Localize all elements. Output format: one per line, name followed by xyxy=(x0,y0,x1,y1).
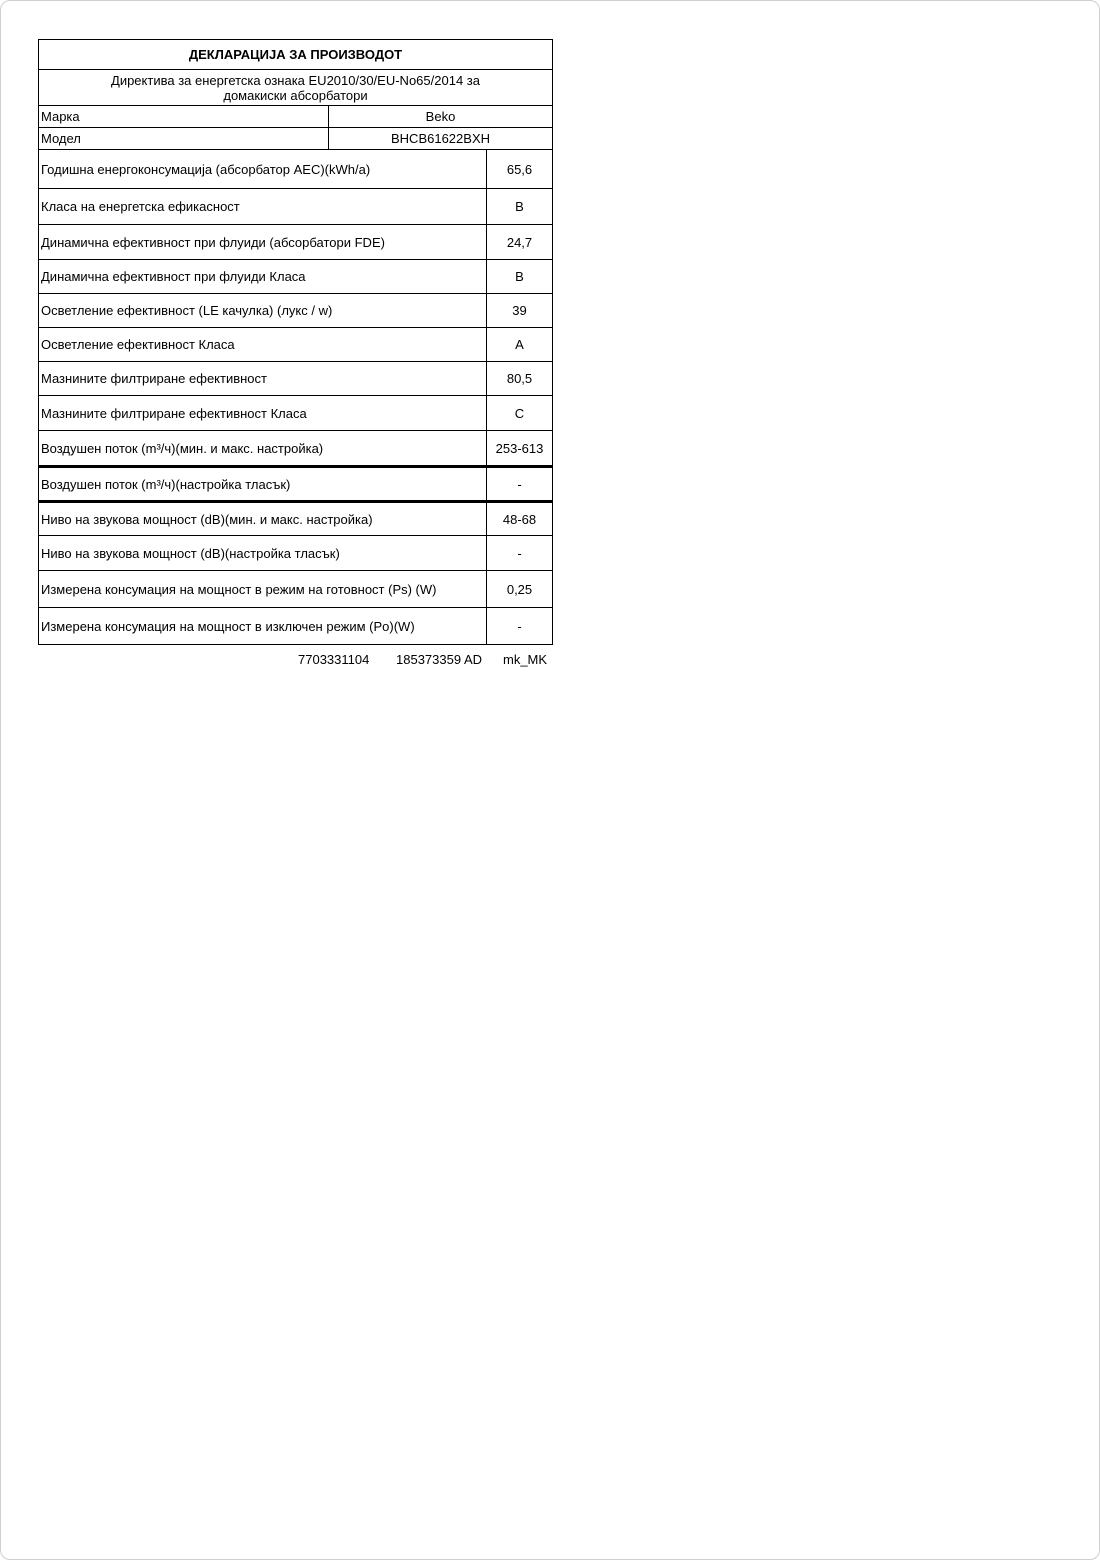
spec-row-aec xyxy=(38,150,553,189)
footer-code-2: 185373359 AD xyxy=(396,652,483,667)
spec-row-airflow xyxy=(38,431,553,466)
spec-value: A xyxy=(515,337,524,352)
spec-row-fde xyxy=(38,225,553,260)
spec-row-energy-class xyxy=(38,189,553,225)
spec-value: 48-68 xyxy=(502,511,537,527)
spec-row-le xyxy=(38,294,553,328)
declaration-table xyxy=(38,39,553,645)
model-label: Модел xyxy=(39,128,329,149)
spec-label: Годишна енергоконсумација (абсорбатор AEC)(kWh/a) xyxy=(39,150,487,188)
spec-value: 65,6 xyxy=(506,161,533,177)
spec-label: Динамична ефективност при флуиди (абсорбатори FDE) xyxy=(39,225,487,259)
brand-label: Марка xyxy=(39,106,329,127)
footer-code-1: 7703331104 xyxy=(298,652,370,667)
spec-value: - xyxy=(517,476,522,492)
spec-value: 253-613 xyxy=(495,440,544,456)
spec-value: B xyxy=(515,269,524,284)
brand-value: Beko xyxy=(425,109,456,124)
spec-value: 24,7 xyxy=(506,234,533,250)
spec-row-standby xyxy=(38,571,553,608)
spec-label: Мазнините филтриране ефективност Класа xyxy=(39,396,487,430)
spec-row-gfe-class xyxy=(38,396,553,431)
footer-locale: mk_MK xyxy=(503,652,548,667)
declaration-title: ДЕКЛАРАЦИЈА ЗА ПРОИЗВОДОТ xyxy=(38,39,553,70)
spec-label: Класа на енергетска ефикасност xyxy=(39,189,487,224)
spec-label: Воздушен поток (m³/ч)(настройка тласък) xyxy=(39,468,487,500)
spec-label: Измерена консумация на мощност в режим на готовност (Ps) (W) xyxy=(39,571,487,607)
spec-row-airflow-boost xyxy=(38,466,553,501)
model-value: BHCB61622BXH xyxy=(391,131,490,146)
spec-row-off-mode xyxy=(38,608,553,645)
spec-row-gfe xyxy=(38,362,553,396)
spec-value: B xyxy=(515,199,524,214)
spec-value: 80,5 xyxy=(506,371,533,386)
spec-value: - xyxy=(517,545,522,561)
spec-row-noise-boost xyxy=(38,536,553,571)
spec-row-noise xyxy=(38,501,553,536)
directive-subtitle: Директива за енергетска ознака EU2010/30/EU-No65/2014 за домакиски абсорбатори xyxy=(38,70,553,106)
spec-label: Воздушен поток (m³/ч)(мин. и макс. настройка) xyxy=(39,431,487,465)
spec-value: 0,25 xyxy=(506,581,533,597)
spec-label: Ниво на звукова мощност (dB)(мин. и макс. настройка) xyxy=(39,503,487,535)
spec-label: Мазнините филтриране ефективност xyxy=(39,362,487,395)
spec-value: C xyxy=(514,405,525,421)
spec-label: Осветление ефективност (LE качулка) (лукс / w) xyxy=(39,294,487,327)
spec-row-le-class xyxy=(38,328,553,362)
spec-value: 39 xyxy=(512,303,527,318)
spec-label: Измерена консумация на мощност в изключен режим (Po)(W) xyxy=(39,608,487,644)
spec-value: - xyxy=(517,618,522,634)
brand-row xyxy=(38,106,553,128)
spec-row-fde-class xyxy=(38,260,553,294)
model-row xyxy=(38,128,553,150)
spec-label: Динамична ефективност при флуиди Класа xyxy=(39,260,487,293)
spec-label: Осветление ефективност Класа xyxy=(39,328,487,361)
spec-label: Ниво на звукова мощност (dB)(настройка тласък) xyxy=(39,536,487,570)
